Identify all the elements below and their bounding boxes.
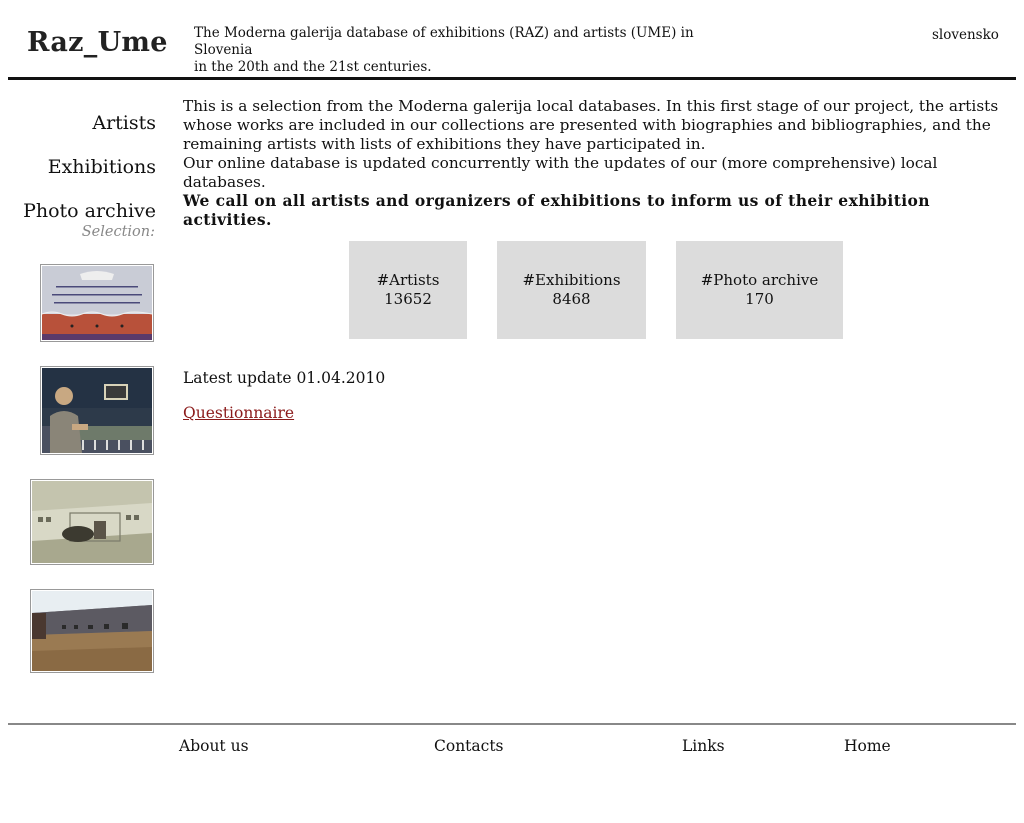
- site-tagline: [194, 25, 714, 76]
- stat-exhibitions-count: 8468: [552, 290, 591, 308]
- tagline-line-1: The Moderna galerija database of exhibitions (RAZ) and artists (UME) in Slovenia: [194, 25, 694, 58]
- selection-thumbnail-1[interactable]: [40, 264, 154, 342]
- footer-link-contacts[interactable]: Contacts: [434, 737, 504, 755]
- sidebar-item-artists[interactable]: Artists: [92, 112, 156, 134]
- sidebar-item-exhibitions[interactable]: Exhibitions: [47, 156, 156, 178]
- intro-text: [183, 97, 1013, 192]
- stat-box-exhibitions[interactable]: [497, 241, 646, 339]
- portrait-thumbnail-image: [42, 368, 152, 453]
- footer-link-home[interactable]: Home: [844, 737, 891, 755]
- selection-thumbnail-2[interactable]: [40, 366, 154, 455]
- site-logo[interactable]: Raz_Ume: [27, 27, 168, 58]
- gallery-installation-image: [32, 481, 152, 563]
- footer-divider: [8, 723, 1016, 725]
- callout-notice: We call on all artists and organizers of exhibitions to inform us of their exhibition activities.: [183, 191, 930, 229]
- stat-exhibitions-label: #Exhibitions: [522, 271, 621, 289]
- painting-thumbnail-image: [42, 266, 152, 340]
- language-switch-link[interactable]: slovensko: [932, 27, 999, 43]
- stat-box-artists[interactable]: [349, 241, 467, 339]
- sidebar-item-photo-archive[interactable]: Photo archive: [23, 200, 156, 222]
- stat-photo-count: 170: [745, 290, 774, 308]
- questionnaire-link[interactable]: Questionnaire: [183, 404, 295, 422]
- tagline-line-2: in the 20th and the 21st centuries.: [194, 59, 432, 75]
- latest-update-text: Latest update 01.04.2010: [183, 369, 386, 387]
- intro-paragraph-1: This is a selection from the Moderna galerija local databases. In this first stage of our project, the artists whose works are included in our collections are presented with biographies and bibliographies, and the remaining artists with lists of exhibitions they have participated in.: [183, 97, 999, 153]
- intro-paragraph-2: Our online database is updated concurrently with the updates of our (more comprehensive) local databases.: [183, 154, 938, 191]
- selection-thumbnail-4[interactable]: [30, 589, 154, 673]
- stat-photo-label: #Photo archive: [700, 271, 819, 289]
- stat-artists-count: 13652: [384, 290, 432, 308]
- stat-artists-label: #Artists: [376, 271, 440, 289]
- selection-thumbnail-3[interactable]: [30, 479, 154, 565]
- stat-box-photo-archive[interactable]: [676, 241, 843, 339]
- selection-label: Selection:: [81, 224, 155, 240]
- gallery-hall-image: [32, 591, 152, 671]
- header-divider: [8, 77, 1016, 80]
- footer-link-about[interactable]: About us: [179, 737, 249, 755]
- footer-link-links[interactable]: Links: [682, 737, 725, 755]
